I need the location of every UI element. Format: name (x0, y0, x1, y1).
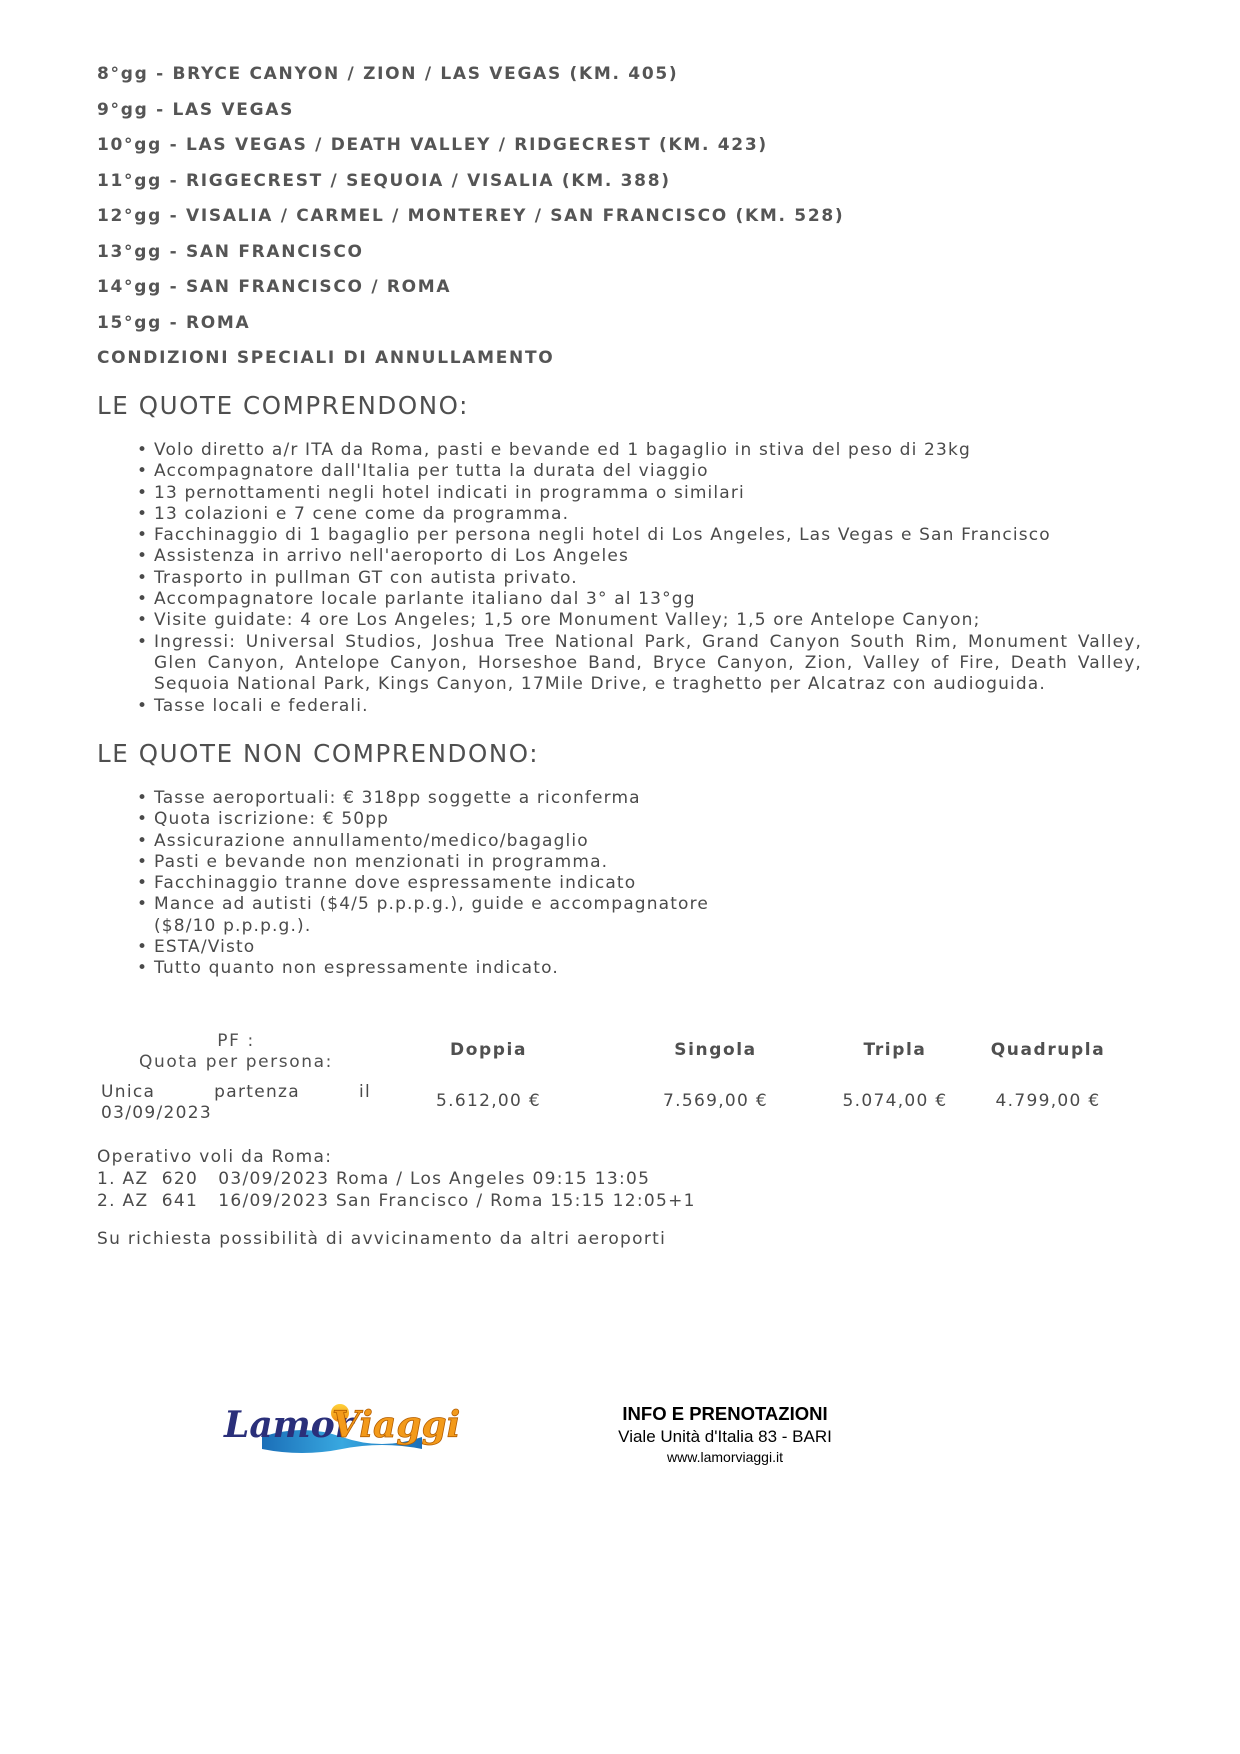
itinerary-day: 8°gg - BRYCE CANYON / ZION / LAS VEGAS (KM. 405) (97, 64, 679, 84)
list-item: • 13 colazioni e 7 cene come da programma. (154, 504, 1142, 525)
itinerary-list (97, 62, 844, 382)
logo-graphic (222, 1393, 462, 1457)
lamorviaggi-logo (222, 1393, 462, 1457)
flight-line: 1. AZ 620 03/09/2023 Roma / Los Angeles 09:15 13:05 (97, 1169, 651, 1189)
price-doppia: 5.612,00 € (436, 1091, 541, 1111)
list-item: • Pasti e bevande non menzionati in programma. (154, 852, 774, 873)
list-item: • Tasse locali e federali. (154, 696, 1142, 717)
list-item: • Tutto quanto non espressamente indicato. (154, 958, 774, 979)
departure-date: 03/09/2023 (101, 1103, 212, 1123)
flight-schedule-title: Operativo voli da Roma: (97, 1147, 333, 1167)
pf-label: PF : (217, 1031, 255, 1051)
list-item: • Ingressi: Universal Studios, Joshua Tree National Park, Grand Canyon South Rim, Monument Valley, Glen Canyon, Antelope Canyon, Horseshoe Band, Bryce Canyon, Zion, Valley of Fire, Death Valley, Sequoia National Park, Kings Canyon, 17Mile Drive, e traghetto per Alcatraz con audioguida. (154, 632, 1142, 696)
table-row (97, 1073, 1135, 1129)
info-title: INFO E PRENOTAZIONI (622, 1403, 828, 1424)
included-heading: LE QUOTE COMPRENDONO: (97, 391, 469, 420)
cancellation-conditions-link: CONDIZIONI SPECIALI DI ANNULLAMENTO (97, 348, 555, 368)
booking-info (590, 1403, 860, 1467)
svg-text:Lamor: Lamor (224, 1404, 354, 1446)
list-item: • Tasse aeroportuali: € 318pp soggette a riconferma (154, 788, 774, 809)
list-item: • 13 pernottamenti negli hotel indicati in programma o similari (154, 483, 1142, 504)
info-website-link[interactable]: www.lamorviaggi.it (667, 1449, 783, 1465)
list-item: • Accompagnatore locale parlante italiano dal 3° al 13°gg (154, 589, 1142, 610)
list-item: • Assistenza in arrivo nell'aeroporto di Los Angeles (154, 546, 1142, 567)
list-item: • Mance ad autisti ($4/5 p.p.p.g.), guide e accompagnatore ($8/10 p.p.p.g.). (154, 894, 774, 937)
itinerary-day: 13°gg - SAN FRANCISCO (97, 241, 364, 262)
list-item: • Facchinaggio tranne dove espressamente indicato (154, 873, 774, 894)
list-item: • Quota iscrizione: € 50pp (154, 809, 774, 830)
column-header-quadrupla: Quadrupla (990, 1040, 1106, 1060)
departure-word: Unica (101, 1082, 156, 1102)
price-singola: 7.569,00 € (663, 1091, 768, 1111)
svg-text:Viaggi: Viaggi (332, 1404, 461, 1446)
list-item: • ESTA/Visto (154, 937, 774, 958)
price-table-header-row (97, 1027, 1135, 1073)
excluded-heading: LE QUOTE NON COMPRENDONO: (97, 739, 540, 768)
list-item: • Visite guidate: 4 ore Los Angeles; 1,5 ore Monument Valley; 1,5 ore Antelope Canyon; (154, 610, 1142, 631)
departure-word: il (358, 1082, 371, 1102)
itinerary-day: 15°gg - ROMA (97, 312, 251, 333)
column-header-doppia: Doppia (449, 1040, 528, 1060)
airport-note: Su richiesta possibilità di avvicinamento da altri aeroporti (97, 1229, 667, 1249)
list-item: • Trasporto in pullman GT con autista privato. (154, 568, 1142, 589)
flight-schedule (97, 1146, 696, 1212)
price-quadrupla: 4.799,00 € (995, 1091, 1101, 1111)
list-item: • Accompagnatore dall'Italia per tutta la durata del viaggio (154, 461, 1142, 482)
list-item: • Assicurazione annullamento/medico/bagaglio (154, 831, 774, 852)
per-person-label: Quota per persona: (139, 1052, 333, 1072)
departure-cell (97, 1073, 375, 1129)
info-address: Viale Unità d'Italia 83 - BARI (618, 1427, 832, 1446)
itinerary-day: 10°gg - LAS VEGAS / DEATH VALLEY / RIDGECREST (KM. 423) (97, 135, 768, 155)
included-list (154, 440, 1142, 717)
excluded-list (154, 788, 774, 980)
itinerary-day: 11°gg - RIGGECREST / SEQUOIA / VISALIA (KM. 388) (97, 170, 671, 191)
column-header-tripla: Tripla (863, 1040, 927, 1060)
list-item: • Volo diretto a/r ITA da Roma, pasti e bevande ed 1 bagaglio in stiva del peso di 23kg (154, 440, 1142, 461)
itinerary-day: 14°gg - SAN FRANCISCO / ROMA (97, 277, 452, 297)
price-table (97, 1027, 1135, 1129)
pf-label-cell (97, 1027, 375, 1073)
itinerary-day: 12°gg - VISALIA / CARMEL / MONTEREY / SAN FRANCISCO (KM. 528) (97, 206, 845, 226)
price-tripla: 5.074,00 € (842, 1091, 948, 1111)
departure-word: partenza (214, 1082, 300, 1102)
column-header-singola: Singola (674, 1040, 757, 1060)
itinerary-day: 9°gg - LAS VEGAS (97, 99, 295, 120)
flight-line: 2. AZ 641 16/09/2023 San Francisco / Roma 15:15 12:05+1 (97, 1191, 696, 1211)
list-item: • Facchinaggio di 1 bagaglio per persona negli hotel di Los Angeles, Las Vegas e San Francisco (154, 525, 1142, 546)
